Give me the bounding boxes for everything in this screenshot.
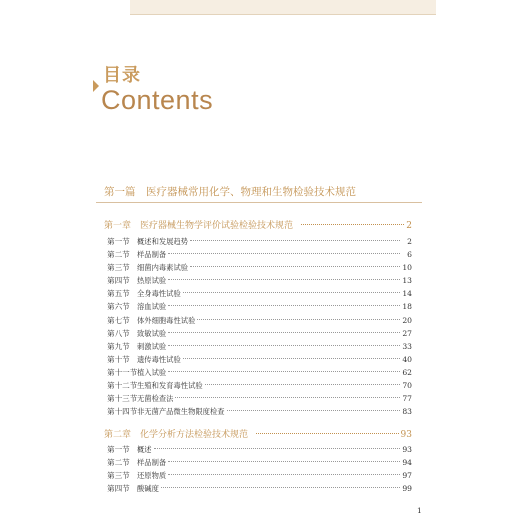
section-number: 第三节 [107,471,130,481]
section-title: 遗传毒性试验 [137,354,181,364]
section-title: 热原试验 [137,276,167,286]
section-title: 无菌检查法 [137,394,174,404]
leader-dots [168,332,400,333]
section-page-number: 62 [402,367,412,377]
part-divider [96,202,422,203]
toc-section-entry[interactable] [107,275,412,288]
section-title: 体外细胞毒性试验 [137,315,196,325]
leader-dots [168,371,400,372]
toc-section-entry[interactable] [107,354,412,367]
leader-dots [154,448,400,449]
section-page-number: 70 [402,381,412,391]
section-page-number: 2 [407,237,412,246]
section-number: 第三节 [107,263,130,273]
chapter-page-number: 2 [406,221,412,231]
leader-dots [183,358,400,359]
section-number: 第八节 [107,328,130,338]
leader-dots [190,240,400,241]
toc-section-entry[interactable] [107,236,412,249]
section-title: 非无菌产品微生物限度检查 [137,407,225,417]
leader-dots [301,224,404,225]
section-number: 第十二节 [107,381,138,391]
leader-dots [197,319,400,320]
section-page-number: 77 [402,394,412,404]
heading-marker-icon [93,80,99,92]
section-number: 第四节 [107,276,130,286]
section-page-number: 20 [402,315,412,325]
leader-dots [168,345,400,346]
section-page-number: 13 [402,276,412,286]
leader-dots [205,384,400,385]
chapter-entry-1[interactable] [104,218,412,231]
section-title: 致敏试验 [137,328,167,338]
section-number: 第二节 [107,250,130,260]
chapter-2-section-list [107,444,412,496]
section-page-number: 14 [402,289,412,299]
section-number: 第二节 [107,458,130,468]
section-number: 第十四节 [107,407,138,417]
section-title: 概述和发展趋势 [137,237,189,246]
top-decorative-band [130,0,436,15]
leader-dots [168,253,400,254]
toc-section-entry[interactable] [107,288,412,301]
section-title: 植入试验 [137,367,167,377]
chapter-title: 第二章 化学分析方法检验技术规范 [104,430,249,440]
section-number: 第十三节 [107,394,138,404]
section-page-number: 40 [402,354,412,364]
toc-section-entry[interactable] [107,301,412,314]
leader-dots [168,461,400,462]
chapter-entry-2[interactable] [104,427,412,440]
leader-dots [168,279,400,280]
section-title: 刺激试验 [137,341,167,351]
section-number: 第一节 [107,237,130,246]
toc-section-entry[interactable] [107,483,412,496]
leader-dots [190,266,400,267]
toc-section-entry[interactable] [107,393,412,406]
section-number: 第四节 [107,484,130,494]
leader-dots [183,292,400,293]
page-folio-number: 1 [417,506,422,515]
section-page-number: 99 [402,484,412,494]
toc-section-entry[interactable] [107,341,412,354]
toc-section-entry[interactable] [107,315,412,328]
section-title: 全身毒性试验 [137,289,181,299]
section-number: 第五节 [107,289,130,299]
toc-section-entry[interactable] [107,380,412,393]
section-title: 概述 [137,445,152,454]
section-title: 生殖和发育毒性试验 [137,381,203,391]
leader-dots [227,410,400,411]
leader-dots [168,305,400,306]
toc-section-entry[interactable] [107,406,412,419]
leader-dots [175,397,400,398]
section-title: 样品制备 [137,458,167,468]
chapter-1-section-list [107,236,412,419]
section-title: 还原物质 [137,471,167,481]
toc-heading-chinese: 目录 [103,65,141,86]
section-page-number: 93 [402,445,412,454]
section-title: 样品制备 [137,250,167,260]
section-title: 酸碱度 [137,484,159,494]
toc-section-entry[interactable] [107,262,412,275]
leader-dots [161,487,400,488]
chapter-page-number: 93 [400,430,412,440]
toc-section-entry[interactable] [107,249,412,262]
leader-dots [256,433,399,434]
toc-section-entry[interactable] [107,470,412,483]
section-page-number: 18 [402,302,412,312]
section-page-number: 6 [407,250,412,260]
section-number: 第十节 [107,354,130,364]
section-page-number: 83 [402,407,412,417]
section-page-number: 27 [402,328,412,338]
chapter-title: 第一章 医疗器械生物学评价试验检验技术规范 [104,221,294,231]
section-number: 第九节 [107,341,130,351]
section-page-number: 33 [402,341,412,351]
section-number: 第七节 [107,315,130,325]
section-title: 溶血试验 [137,302,167,312]
part-title: 第一篇 医疗器械常用化学、物理和生物检验技术规范 [104,186,356,198]
section-page-number: 10 [402,263,412,273]
toc-section-entry[interactable] [107,367,412,380]
toc-section-entry[interactable] [107,328,412,341]
leader-dots [168,474,400,475]
section-title: 细菌内毒素试验 [137,263,189,273]
toc-section-entry[interactable] [107,444,412,457]
toc-section-entry[interactable] [107,457,412,470]
section-page-number: 94 [402,458,412,468]
section-page-number: 97 [402,471,412,481]
section-number: 第十一节 [107,367,138,377]
toc-heading-english: Contents [101,85,214,115]
section-number: 第六节 [107,302,130,312]
section-number: 第一节 [107,445,130,454]
